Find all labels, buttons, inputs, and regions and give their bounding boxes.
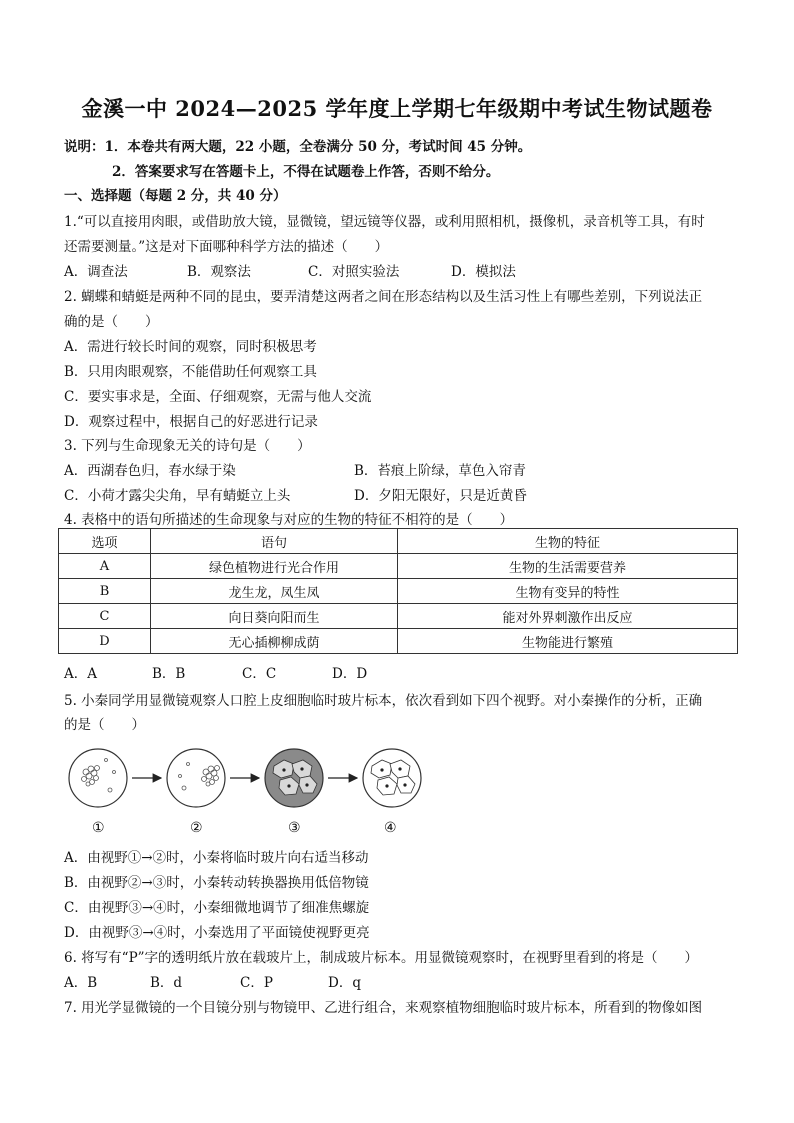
question-3-options-row-1	[64, 459, 724, 477]
option-b: B．d	[150, 975, 183, 991]
question-1-options	[64, 260, 724, 278]
option-a: A．调查法	[64, 264, 128, 280]
table-cell: 绿色植物进行光合作用	[151, 554, 398, 579]
option-c: C．C	[242, 666, 277, 682]
question-5-option-d: D．由视野③→④时，小秦选用了平面镜使视野更亮	[64, 925, 370, 941]
option-a: A．A	[64, 666, 97, 682]
question-2-option-d: D．观察过程中，根据自己的好恶进行记录	[64, 414, 318, 430]
option-b: B．观察法	[187, 264, 251, 280]
field-label-4: ④	[384, 820, 397, 836]
question-1-stem-2: 还需要测量。”这是对下面哪种科学方法的描述（ ）	[64, 239, 389, 255]
question-3-stem: 3. 下列与生命现象无关的诗句是（ ）	[64, 438, 311, 454]
option-b: B．苔痕上阶绿，草色入帘青	[354, 463, 526, 479]
table-row	[59, 579, 738, 604]
option-a: A．B	[64, 975, 98, 991]
question-2-option-b: B．只用肉眼观察，不能借助任何观察工具	[64, 364, 317, 380]
field-label-1: ①	[92, 820, 105, 836]
option-d: D．夕阳无限好，只是近黄昏	[354, 488, 527, 504]
option-d: D．D	[332, 666, 368, 682]
table-cell: 能对外界刺激作出反应	[398, 604, 738, 629]
question-2-option-c: C．要实事求是，全面、仔细观察，无需与他人交流	[64, 389, 372, 405]
option-c: C．对照实验法	[308, 264, 400, 280]
question-5-stem-2: 的是（ ）	[64, 717, 145, 733]
table-row	[59, 554, 738, 579]
table-cell: 生物有变异的特性	[398, 579, 738, 604]
table-cell: B	[59, 579, 151, 604]
table-cell: D	[59, 629, 151, 654]
table-cell: 无心插柳柳成荫	[151, 629, 398, 654]
table-header-cell: 语句	[151, 529, 398, 554]
question-2-option-a: A．需进行较长时间的观察，同时积极思考	[64, 339, 317, 355]
table-cell: 生物能进行繁殖	[398, 629, 738, 654]
question-5-stem-1: 5. 小秦同学用显微镜观察人口腔上皮细胞临时玻片标本，依次看到如下四个视野。对小秦操作的分析，正确	[64, 693, 703, 709]
instruction-line-1: 说明：1．本卷共有两大题，22 小题，全卷满分 50 分，考试时间 45 分钟。	[64, 139, 532, 155]
table-cell: 龙生龙，凤生凤	[151, 579, 398, 604]
question-4-stem: 4. 表格中的语句所描述的生命现象与对应的生物的特征不相符的是（ ）	[64, 512, 514, 528]
question-5-option-b: B．由视野②→③时，小秦转动转换器换用低倍物镜	[64, 875, 369, 891]
option-c: C．P	[240, 975, 273, 991]
question-5-option-a: A．由视野①→②时，小秦将临时玻片向右适当移动	[64, 850, 369, 866]
field-1-image	[69, 749, 127, 807]
question-3-options-row-2	[64, 484, 724, 502]
table-cell: C	[59, 604, 151, 629]
field-4-image	[363, 749, 421, 807]
option-c: C．小荷才露尖尖角，早有蜻蜓立上头	[64, 488, 291, 504]
table-cell: 生物的生活需要营养	[398, 554, 738, 579]
question-4-options	[64, 662, 464, 680]
table-header-row	[59, 529, 738, 554]
table-row	[59, 629, 738, 654]
table-cell: A	[59, 554, 151, 579]
table-cell: 向日葵向阳而生	[151, 604, 398, 629]
instruction-line-2: 2．答案要求写在答题卡上，不得在试题卷上作答，否则不给分。	[112, 164, 500, 180]
option-a: A．西湖春色归，春水绿于染	[64, 463, 236, 479]
table-row	[59, 604, 738, 629]
section-heading: 一、选择题（每题 2 分，共 40 分）	[64, 188, 287, 204]
table-header-cell: 选项	[59, 529, 151, 554]
question-7-stem: 7. 用光学显微镜的一个目镜分别与物镜甲、乙进行组合，来观察植物细胞临时玻片标本，所看到的物像如图	[64, 1000, 703, 1016]
question-1-stem-1: 1.“可以直接用肉眼，或借助放大镜，显微镜，望远镜等仪器，或利用照相机，摄像机，录音机等工具，有时	[64, 214, 705, 230]
field-2-image	[167, 749, 225, 807]
option-d: D．模拟法	[451, 264, 516, 280]
question-6-stem: 6. 将写有“P”字的透明纸片放在载玻片上，制成玻片标本。用显微镜观察时，在视野里看到的将是（ ）	[64, 950, 699, 966]
field-3-image	[265, 749, 323, 807]
question-5-option-c: C．由视野③→④时，小秦细微地调节了细准焦螺旋	[64, 900, 370, 916]
question-2-stem-1: 2. 蝴蝶和蜻蜓是两种不同的昆虫，要弄清楚这两者之间在形态结构以及生活习性上有哪些差别，下列说法正	[64, 289, 703, 305]
option-b: B．B	[152, 666, 186, 682]
exam-title: 金溪一中 2024—2025 学年度上学期七年级期中考试生物试题卷	[81, 96, 713, 121]
table-header-cell: 生物的特征	[398, 529, 738, 554]
field-label-2: ②	[190, 820, 203, 836]
question-2-stem-2: 确的是（ ）	[64, 314, 159, 330]
question-6-options	[64, 971, 464, 989]
field-label-3: ③	[288, 820, 301, 836]
question-4-table	[58, 528, 738, 654]
microscope-fields-figure	[66, 742, 426, 842]
option-d: D．q	[328, 975, 361, 991]
